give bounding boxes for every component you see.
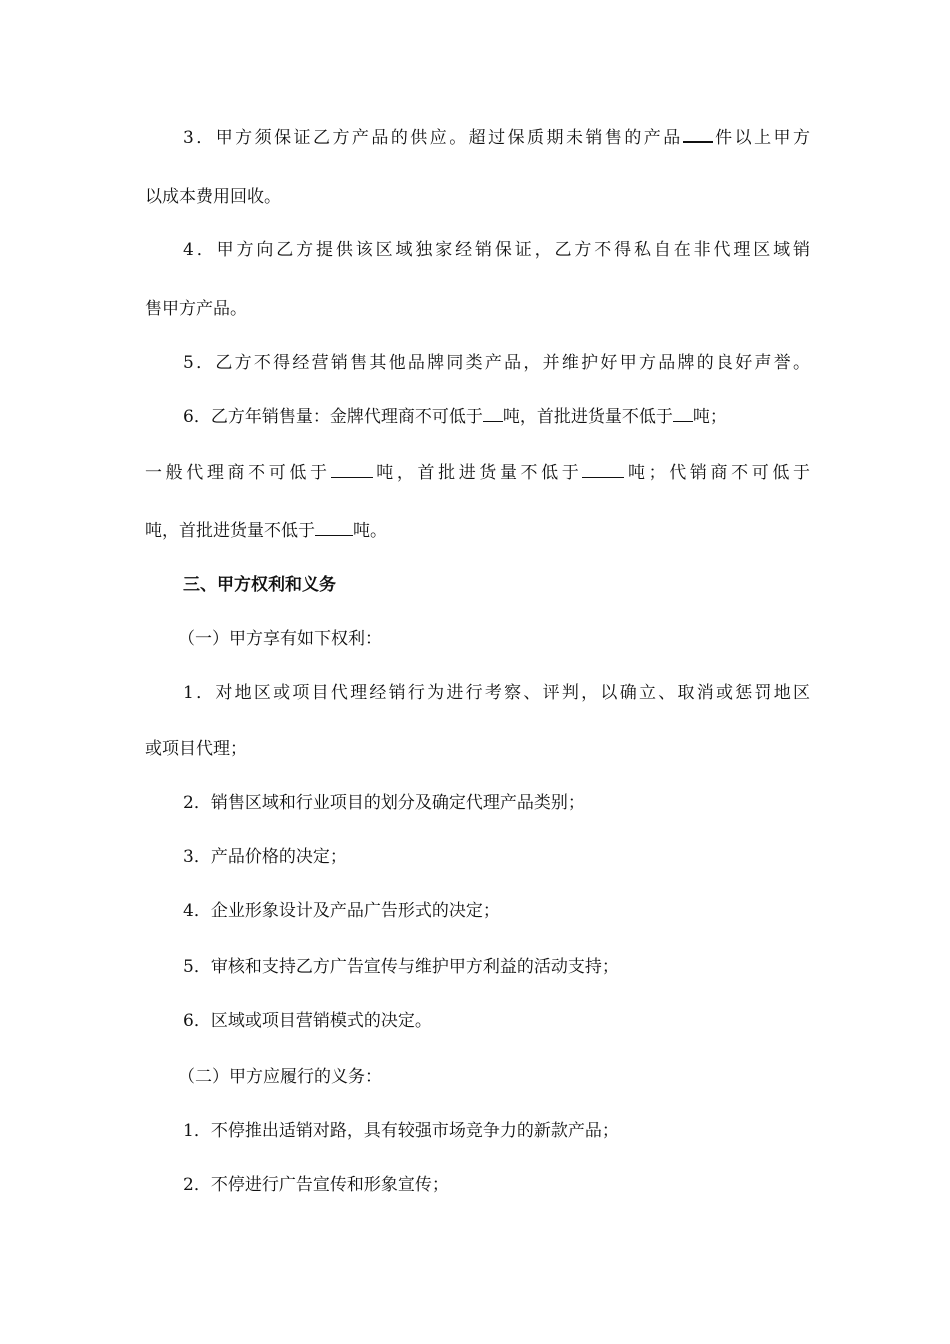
right-3: 3．产品价格的决定； [183,847,347,867]
clause-6-line-1 [183,405,810,429]
right-1-line-1: 1．对地区或项目代理经销行为进行考察、评判，以确立、取消或惩罚地区 [183,683,810,703]
blank-field [673,405,693,422]
clause-6-text-d: 一般代理商不可低于 [145,463,331,483]
clause-4-line-2: 售甲方产品。 [145,299,247,319]
clause-6-text-g: 吨，首批进货量不低于 [145,521,315,541]
subsection-rights-heading: （一）甲方享有如下权利： [178,629,382,649]
section-heading: 三、甲方权利和义务 [183,575,336,595]
clause-6-line-2 [145,461,810,485]
blank-field [315,519,353,536]
right-5: 5．审核和支持乙方广告宣传与维护甲方利益的活动支持； [183,957,619,977]
clause-6-text-c: 吨； [692,407,727,427]
clause-6-text-b: 吨，首批进货量不低于 [502,407,673,427]
clause-3-line-1 [183,125,810,150]
obligation-1: 1．不停推出适销对路，具有较强市场竞争力的新款产品； [183,1121,619,1141]
clause-3-text-b: 件以上甲方 [712,128,810,148]
subsection-obligations-heading: （二）甲方应履行的义务： [178,1067,382,1087]
clause-6-text-e: 吨，首批进货量不低于 [372,463,583,483]
clause-6-text-f: 吨；代销商不可低于 [624,463,811,483]
clause-6-text-a: 6．乙方年销售量：金牌代理商不可低于 [183,407,483,427]
clause-6-text-h: 吨。 [353,521,387,541]
right-6: 6．区域或项目营销模式的决定。 [183,1011,432,1031]
clause-6-line-3 [145,519,810,543]
right-2: 2．销售区域和行业项目的划分及确定代理产品类别； [183,793,585,813]
blank-field [331,461,373,478]
right-4: 4．企业形象设计及产品广告形式的决定； [183,901,500,921]
clause-3-text-a: 3．甲方须保证乙方产品的供应。超过保质期未销售的产品 [183,128,683,148]
blank-field [483,405,503,422]
blank-field [683,125,713,143]
blank-field [582,461,624,478]
obligation-2: 2．不停进行广告宣传和形象宣传； [183,1175,449,1195]
clause-3-line-2: 以成本费用回收。 [145,187,281,207]
clause-5: 5．乙方不得经营销售其他品牌同类产品，并维护好甲方品牌的良好声誉。 [183,353,810,373]
right-1-line-2: 或项目代理； [145,739,247,759]
clause-4-line-1: 4．甲方向乙方提供该区域独家经销保证，乙方不得私自在非代理区域销 [183,240,810,260]
